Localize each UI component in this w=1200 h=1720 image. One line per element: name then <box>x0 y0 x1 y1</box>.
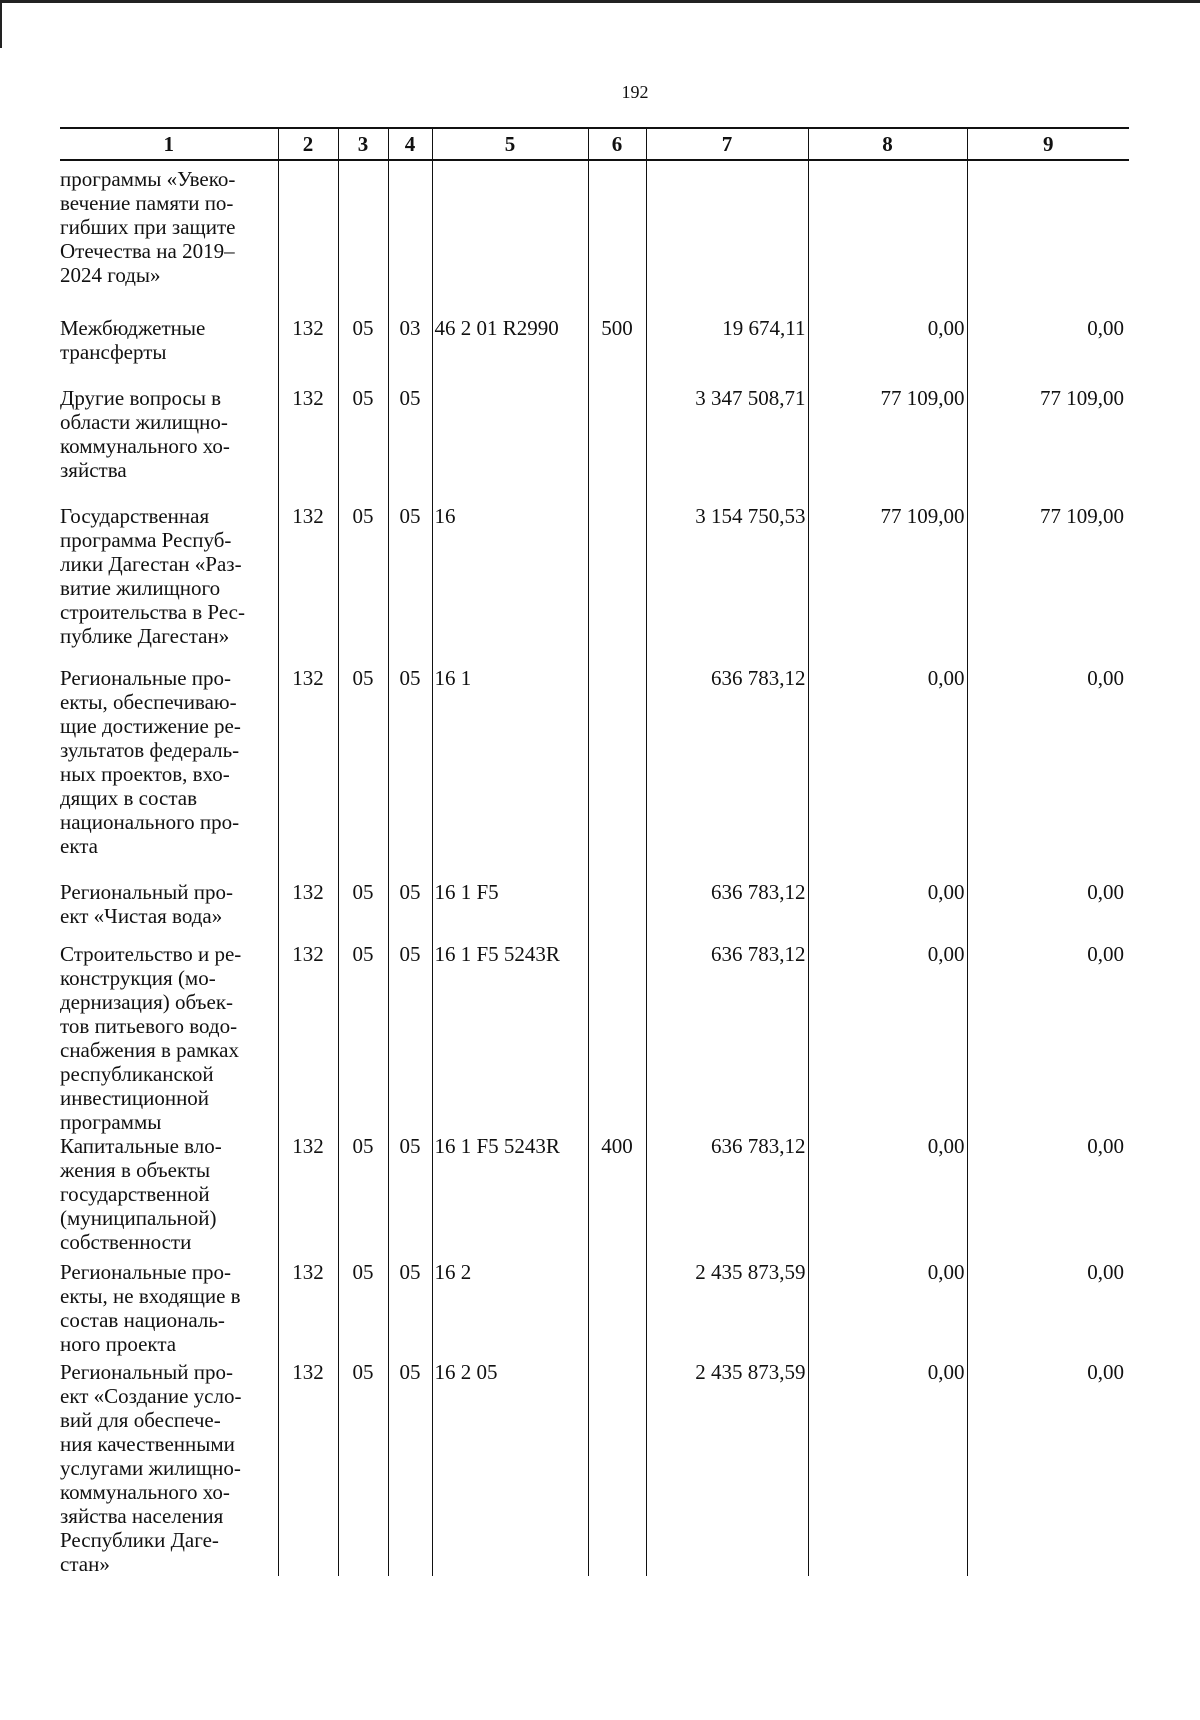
row-rz: 05 <box>338 304 388 374</box>
row-sum-1: 19 674,11 <box>646 304 808 374</box>
header-row <box>60 128 1129 160</box>
table-row <box>60 374 1129 492</box>
row-rz: 05 <box>338 1134 388 1260</box>
header-col-1: 1 <box>60 128 278 160</box>
row-csr: 16 <box>432 492 588 654</box>
row-csr: 16 1 F5 5243R <box>432 938 588 1134</box>
row-vr <box>588 938 646 1134</box>
row-sum-2: 0,00 <box>808 1134 967 1260</box>
row-sum-3: 0,00 <box>967 654 1129 868</box>
table-row <box>60 1260 1129 1356</box>
row-name: Капитальные вло- жения в объекты государственной (муниципальной) собственности <box>60 1134 222 1254</box>
header-col-6: 6 <box>588 128 646 160</box>
row-rz: 05 <box>338 1260 388 1356</box>
row-csr <box>432 374 588 492</box>
header-col-4: 4 <box>388 128 432 160</box>
row-csr: 16 1 <box>432 654 588 868</box>
row-name: Региональные про- екты, обеспечиваю- щие достижение ре- зультатов федераль- ных проектов, вхо- дящих в состав национального про- екта <box>60 666 241 858</box>
row-pr: 05 <box>388 374 432 492</box>
row-rz: 05 <box>338 374 388 492</box>
row-vr <box>588 492 646 654</box>
table-row <box>60 304 1129 374</box>
row-grbs: 132 <box>278 654 338 868</box>
row-rz <box>338 160 388 304</box>
row-sum-1: 636 783,12 <box>646 654 808 868</box>
row-sum-2: 0,00 <box>808 654 967 868</box>
row-sum-2: 0,00 <box>808 868 967 938</box>
row-sum-2: 0,00 <box>808 1260 967 1356</box>
row-rz: 05 <box>338 1356 388 1576</box>
row-vr <box>588 374 646 492</box>
budget-table <box>60 127 1129 1576</box>
header-col-3: 3 <box>338 128 388 160</box>
row-sum-1: 2 435 873,59 <box>646 1260 808 1356</box>
table-row <box>60 654 1129 868</box>
row-grbs: 132 <box>278 938 338 1134</box>
header-col-7: 7 <box>646 128 808 160</box>
row-grbs: 132 <box>278 492 338 654</box>
row-sum-3: 0,00 <box>967 938 1129 1134</box>
row-grbs: 132 <box>278 304 338 374</box>
table-row <box>60 938 1129 1134</box>
row-pr: 05 <box>388 1260 432 1356</box>
row-sum-2: 77 109,00 <box>808 374 967 492</box>
row-sum-3: 77 109,00 <box>967 492 1129 654</box>
header-col-8: 8 <box>808 128 967 160</box>
row-name: Межбюджетные трансферты <box>60 316 206 364</box>
page-number: 192 <box>621 82 649 102</box>
row-rz: 05 <box>338 492 388 654</box>
row-name: Другие вопросы в области жилищно- коммунального хо- зяйства <box>60 386 230 482</box>
table-row <box>60 492 1129 654</box>
row-vr <box>588 160 646 304</box>
row-grbs: 132 <box>278 1260 338 1356</box>
row-grbs: 132 <box>278 374 338 492</box>
row-name: Региональные про- екты, не входящие в состав националь- ного проекта <box>60 1260 241 1356</box>
row-pr: 05 <box>388 938 432 1134</box>
row-name: Строительство и ре- конструкция (мо- дернизация) объек- тов питьевого водо- снабжения в рамках республиканской инвестиционной программы <box>60 942 242 1134</box>
header-col-2: 2 <box>278 128 338 160</box>
row-name: Региональный про- ект «Создание усло- вий для обеспече- ния качественными услугами жилищно- коммунального хо- зяйства населения Республики Даге- стан» <box>60 1360 242 1576</box>
row-vr: 400 <box>588 1134 646 1260</box>
row-sum-1 <box>646 160 808 304</box>
row-sum-1: 636 783,12 <box>646 938 808 1134</box>
row-pr: 05 <box>388 1356 432 1576</box>
row-vr <box>588 868 646 938</box>
row-sum-2: 77 109,00 <box>808 492 967 654</box>
row-sum-1: 2 435 873,59 <box>646 1356 808 1576</box>
row-pr: 05 <box>388 492 432 654</box>
row-sum-3: 0,00 <box>967 304 1129 374</box>
row-sum-1: 3 154 750,53 <box>646 492 808 654</box>
header-col-9: 9 <box>967 128 1129 160</box>
row-sum-3 <box>967 160 1129 304</box>
row-sum-1: 3 347 508,71 <box>646 374 808 492</box>
row-pr: 05 <box>388 654 432 868</box>
row-sum-3: 0,00 <box>967 1356 1129 1576</box>
row-grbs <box>278 160 338 304</box>
row-grbs: 132 <box>278 868 338 938</box>
row-pr: 03 <box>388 304 432 374</box>
row-sum-3: 0,00 <box>967 1134 1129 1260</box>
row-name: Региональный про- ект «Чистая вода» <box>60 880 233 928</box>
row-rz: 05 <box>338 938 388 1134</box>
row-grbs: 132 <box>278 1134 338 1260</box>
row-vr <box>588 654 646 868</box>
row-sum-1: 636 783,12 <box>646 1134 808 1260</box>
table-row <box>60 160 1129 304</box>
row-sum-3: 0,00 <box>967 1260 1129 1356</box>
row-csr <box>432 160 588 304</box>
row-sum-3: 77 109,00 <box>967 374 1129 492</box>
row-csr: 16 2 <box>432 1260 588 1356</box>
scan-edge-left <box>0 0 2 48</box>
row-vr <box>588 1260 646 1356</box>
table-row <box>60 868 1129 938</box>
row-csr: 16 1 F5 5243R <box>432 1134 588 1260</box>
row-sum-2: 0,00 <box>808 938 967 1134</box>
row-grbs: 132 <box>278 1356 338 1576</box>
row-sum-2: 0,00 <box>808 304 967 374</box>
row-sum-2 <box>808 160 967 304</box>
row-pr <box>388 160 432 304</box>
row-pr: 05 <box>388 1134 432 1260</box>
row-csr: 46 2 01 R2990 <box>432 304 588 374</box>
row-csr: 16 1 F5 <box>432 868 588 938</box>
row-vr <box>588 1356 646 1576</box>
scan-edge-top <box>0 0 1200 3</box>
row-pr: 05 <box>388 868 432 938</box>
table-row <box>60 1356 1129 1576</box>
row-csr: 16 2 05 <box>432 1356 588 1576</box>
header-col-5: 5 <box>432 128 588 160</box>
row-rz: 05 <box>338 868 388 938</box>
row-name: Государственная программа Респуб- лики Дагестан «Раз- витие жилищного строительства в Рес- публике Дагестан» <box>60 504 245 648</box>
table-row <box>60 1134 1129 1260</box>
row-sum-1: 636 783,12 <box>646 868 808 938</box>
row-sum-2: 0,00 <box>808 1356 967 1576</box>
row-rz: 05 <box>338 654 388 868</box>
row-sum-3: 0,00 <box>967 868 1129 938</box>
row-vr: 500 <box>588 304 646 374</box>
row-name: программы «Увеко- вечение памяти по- гибших при защите Отечества на 2019– 2024 годы» <box>60 167 236 287</box>
